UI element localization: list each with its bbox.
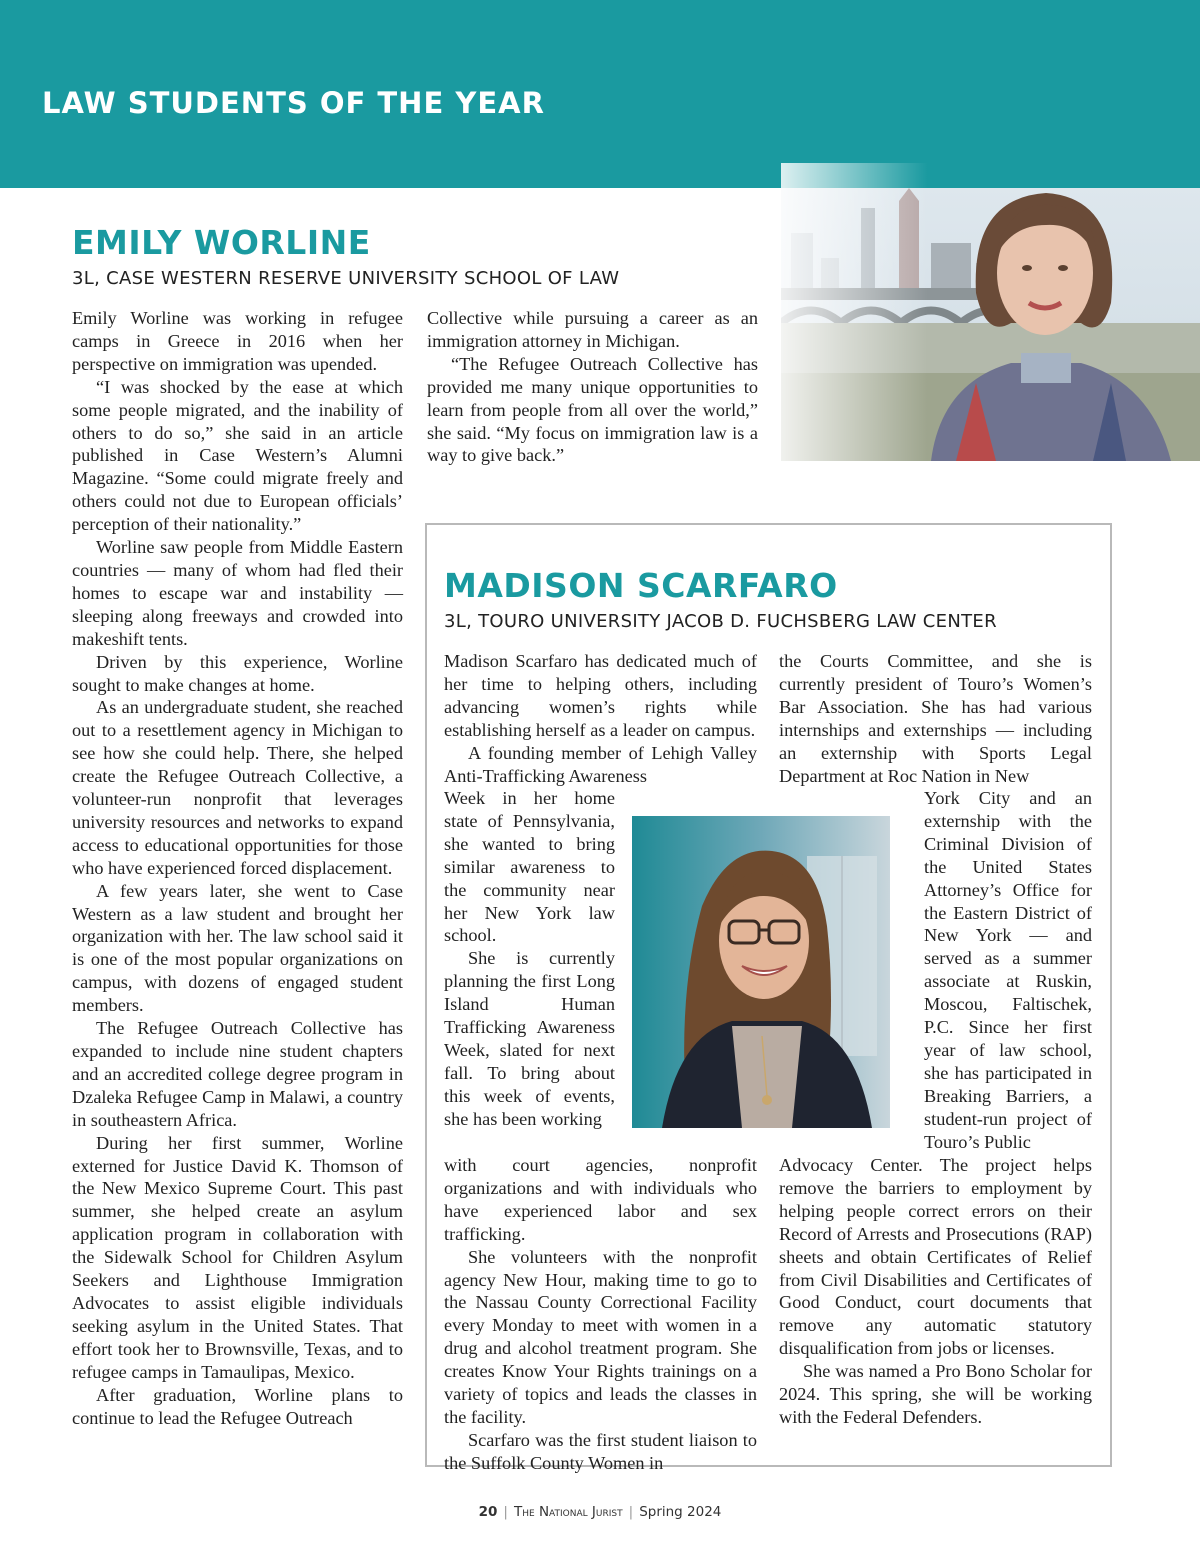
paragraph: with court agencies, nonprofit organizations and with individuals who have experienced labor and sex trafficking. (444, 1155, 757, 1244)
header-banner (0, 0, 1200, 188)
emily-affiliation: 3L, CASE WESTERN RESERVE UNIVERSITY SCHOOL OF LAW (72, 268, 620, 289)
madison-name-heading: MADISON SCARFARO (444, 566, 838, 605)
paragraph: After graduation, Worline plans to continue to lead the Refugee Outreach (72, 1384, 403, 1428)
paragraph: She is currently planning the first Long Island Human Trafficking Awareness Week, slated for next fall. To bring about this week of events, she has been working (444, 948, 615, 1129)
paragraph: Emily Worline was working in refugee camps in Greece in 2016 when her perspective on immigration was upended. (72, 308, 403, 374)
footer-divider: | (503, 1504, 508, 1520)
paragraph: “I was shocked by the ease at which some people migrated, and the inability of others to do so,” she said in an article published in Case Western’s Alumni Magazine. “Some could migrate freely and others could not due to European officials’ perception of their nationality.” (72, 376, 403, 535)
paragraph: The Refugee Outreach Collective has expanded to include nine student chapters and an accredited college degree program in Dzaleka Refugee Camp in Malawi, a country in southeastern Africa. (72, 1018, 403, 1130)
paragraph: Week in her home state of Pennsylvania, she wanted to bring similar awareness to the community near her New York law school. (444, 788, 615, 946)
paragraph: A few years later, she went to Case Western as a law student and brought her organization with her. The law school said it is one of the most popular organizations on campus, with dozens of engaged student members. (72, 880, 403, 1016)
paragraph: She was named a Pro Bono Scholar for 2024. This spring, she will be working with the Federal Defenders. (779, 1361, 1092, 1427)
emily-column-1 (72, 307, 403, 1429)
madison-column-1-top (444, 650, 757, 787)
emily-column-2 (427, 307, 758, 467)
publication-name: The National Jurist (513, 1504, 623, 1520)
paragraph: Advocacy Center. The project helps remove the barriers to employment by helping people correct errors on their Record of Arrests and Prosecutions (RAP) sheets and obtain Certificates of Relief from Civil Disabilities and Certificates of Good Conduct, court documents that remove any automatic statutory disqualification from jobs or licenses. (779, 1155, 1092, 1359)
section-title: LAW STUDENTS OF THE YEAR (42, 86, 545, 120)
madison-affiliation: 3L, TOURO UNIVERSITY JACOB D. FUCHSBERG LAW CENTER (444, 611, 997, 632)
emily-name-heading: EMILY WORLINE (72, 223, 371, 262)
paragraph: Worline saw people from Middle Eastern countries — many of whom had fled their homes to escape war and instability — sleeping along freeways and crowded into makeshift tents. (72, 537, 403, 649)
madison-column-1-wrap (444, 787, 615, 1131)
paragraph: Collective while pursuing a career as an immigration attorney in Michigan. (427, 308, 758, 351)
madison-scarfaro-photo (632, 816, 890, 1128)
madison-column-2-top (779, 650, 1092, 787)
paragraph: Driven by this experience, Worline sought to make changes at home. (72, 651, 403, 695)
footer-divider: | (628, 1504, 634, 1520)
paragraph: the Courts Committee, and she is currently president of Touro’s Women’s Bar Association. She has had various internships and externships — including an externship with Sports Legal Department at Roc Nation in New (779, 651, 1092, 786)
madison-column-2-bottom (779, 1154, 1092, 1429)
paragraph: York City and an externship with the Criminal Division of the United States Attorney’s Office for the Eastern District of New York — and served as a summer associate at Ruskin, Moscou, Faltischek, P.C. Since her first year of law school, she has participated in Breaking Barriers, a student-run project of Touro’s Public (924, 788, 1092, 1152)
paragraph: A founding member of Lehigh Valley Anti-Trafficking Awareness (444, 742, 757, 786)
emily-worline-photo (781, 163, 1200, 461)
paragraph: She volunteers with the nonprofit agency New Hour, making time to go to the Nassau County Correctional Facility every Monday to meet with women in a drug and alcohol treatment program. She creates Know Your Rights trainings on a variety of topics and leads the classes in the facility. (444, 1246, 757, 1427)
paragraph: “The Refugee Outreach Collective has provided me many unique opportunities to learn from people from all over the world,” she said. “My focus on immigration law is a way to give back.” (427, 353, 758, 466)
paragraph: During her first summer, Worline externed for Justice David K. Thomson of the New Mexico Supreme Court. This past summer, she helped create an asylum application program in collaboration with the Sidewalk School for Children Asylum Seekers and Lighthouse Immigration Advocates to assist eligible individuals seeking asylum in the United States. That effort took her to Brownsville, Texas, and to refugee camps in Tamaulipas, Mexico. (72, 1132, 403, 1382)
madison-column-1-bottom (444, 1154, 757, 1475)
madison-column-2-wrap (924, 787, 1092, 1154)
paragraph: Scarfaro was the first student liaison to the Suffolk County Women in (444, 1429, 757, 1473)
paragraph: Madison Scarfaro has dedicated much of her time to helping others, including advancing women’s rights while establishing herself as a leader on campus. (444, 651, 757, 740)
page-number: 20 (478, 1504, 498, 1520)
paragraph: As an undergraduate student, she reached out to a resettlement agency in Michigan to see how she could help. There, she helped create the Refugee Outreach Collective, a volunteer-run nonprofit that leverages university resources and networks to expand access to educational opportunities for those who have experienced forced displacement. (72, 697, 403, 878)
issue-date: Spring 2024 (639, 1504, 722, 1520)
page-footer (0, 1504, 1200, 1520)
